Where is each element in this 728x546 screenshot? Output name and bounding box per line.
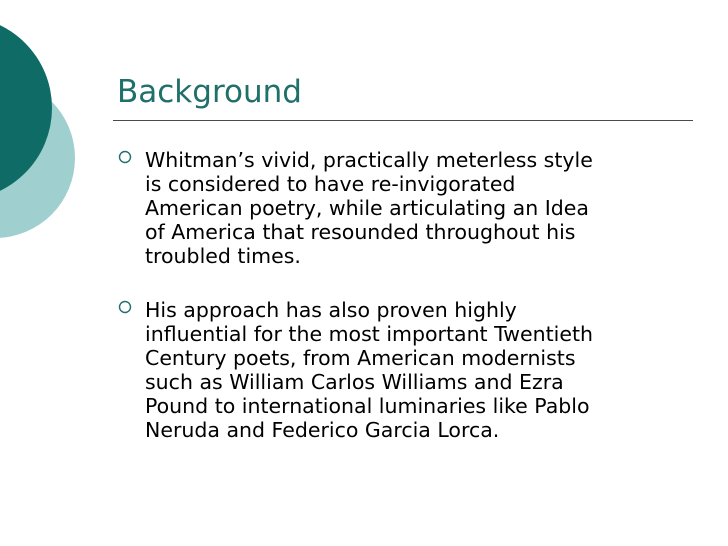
hollow-circle-icon (117, 298, 133, 322)
bullet-2-line-6: Neruda and Federico Garcia Lorca. (145, 418, 500, 442)
hollow-circle-icon (117, 148, 133, 172)
bullet-2-line-5: Pound to international luminaries like Pablo (145, 394, 590, 418)
bullet-1-line-5: troubled times. (145, 244, 301, 268)
bullet-2-line-3: Century poets, from American modernists (145, 346, 576, 370)
bullet-2-line-4: such as William Carlos Williams and Ezra (145, 370, 564, 394)
bullet-1-line-1: Whitman’s vivid, practically meterless style (145, 148, 593, 172)
bullet-1-line-2: is considered to have re-invigorated (145, 172, 516, 196)
slide-title: Background (117, 74, 302, 110)
bullet-2-line-1: His approach has also proven highly (145, 298, 517, 322)
decorative-circles (0, 0, 100, 300)
bullet-text-1 (145, 148, 691, 268)
bullet-2-line-2: influential for the most important Twentieth (145, 322, 593, 346)
bullet-1-line-3: American poetry, while articulating an Idea (145, 196, 589, 220)
title-divider (113, 120, 693, 121)
bullet-1-line-4: of America that resounded throughout his (145, 220, 576, 244)
bullet-text-2 (145, 298, 691, 442)
